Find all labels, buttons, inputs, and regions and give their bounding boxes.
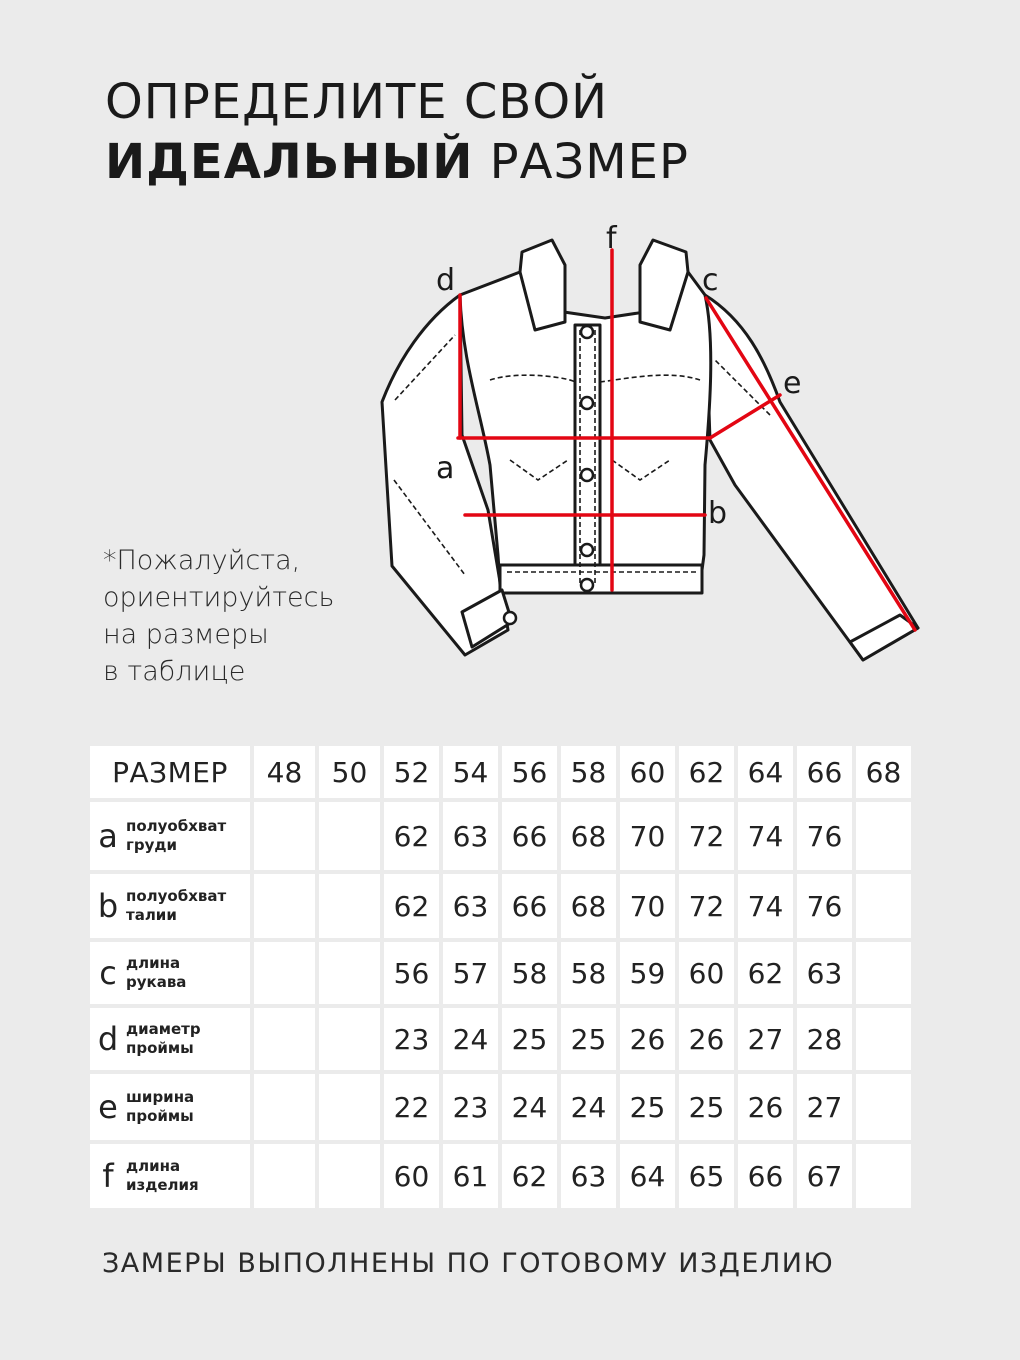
description-line: длина [126,1157,181,1175]
table-cell: 62 [384,874,439,938]
note-line: ориентируйтесь [103,582,335,613]
footer-note: ЗАМЕРЫ ВЫПОЛНЕНЫ ПО ГОТОВОМУ ИЗДЕЛИЮ [102,1248,835,1279]
table-cell: 58 [502,942,557,1004]
table-cell: 63 [797,942,852,1004]
table-cell: 27 [797,1074,852,1140]
table-cell: 24 [443,1008,498,1070]
description-line: изделия [126,1176,199,1194]
table-cell: 60 [679,942,734,1004]
table-cell [319,1008,380,1070]
table-cell: 65 [679,1144,734,1208]
table-cell [856,802,911,870]
table-cell: 58 [561,942,616,1004]
measurement-label-cell [90,802,250,870]
table-cell: 25 [679,1074,734,1140]
description-line: ширина [126,1088,195,1106]
table-cell: 25 [561,1008,616,1070]
table-row [90,874,911,938]
table-cell [319,942,380,1004]
table-cell: 26 [738,1074,793,1140]
table-cell [254,1074,315,1140]
table-cell [254,1144,315,1208]
size-header-row [90,746,911,798]
description-line: длина [126,954,181,972]
table-row [90,802,911,870]
table-cell: 63 [561,1144,616,1208]
table-cell: 56 [384,942,439,1004]
size-header-cell: 58 [561,746,616,798]
table-cell: 23 [384,1008,439,1070]
measurement-letter: f [102,1157,114,1195]
measurement-letter: e [98,1088,118,1126]
table-cell [254,942,315,1004]
table-cell: 68 [561,802,616,870]
table-cell: 61 [443,1144,498,1208]
table-cell: 57 [443,942,498,1004]
size-header-label: РАЗМЕР [90,746,250,798]
measurement-letter: a [98,817,118,855]
table-cell [319,1144,380,1208]
description-line: полуобхват [126,817,227,835]
title-rest-word: РАЗМЕР [489,134,689,190]
table-cell [856,1074,911,1140]
description-line: талии [126,906,177,924]
measurement-label-cell [90,942,250,1004]
size-header-cell: 54 [443,746,498,798]
table-cell: 70 [620,802,675,870]
description-line: груди [126,836,177,854]
measurement-description [126,1020,201,1058]
size-header-cell: 66 [797,746,852,798]
measurement-description [126,817,226,855]
table-cell [856,942,911,1004]
title-line-2 [105,132,689,192]
label-f: f [606,221,617,256]
table-cell: 67 [797,1144,852,1208]
table-cell: 26 [620,1008,675,1070]
table-cell: 63 [443,874,498,938]
waistband [500,565,702,593]
measurement-description [126,887,226,925]
size-header-cell: 56 [502,746,557,798]
table-cell: 25 [620,1074,675,1140]
size-note [103,542,334,690]
table-cell: 23 [443,1074,498,1140]
measurement-letter: b [97,887,119,925]
table-row [90,1074,911,1140]
label-b: b [708,496,728,531]
table-cell: 70 [620,874,675,938]
table-row [90,1008,911,1070]
table-row [90,1144,911,1208]
table-cell: 27 [738,1008,793,1070]
table-cell: 28 [797,1008,852,1070]
note-line: в таблице [103,656,246,687]
table-cell [254,874,315,938]
note-line: на размеры [103,619,269,650]
description-line: полуобхват [126,887,227,905]
table-cell [319,874,380,938]
table-cell [856,874,911,938]
table-cell: 76 [797,802,852,870]
table-cell: 66 [502,874,557,938]
measurement-description [126,1157,199,1195]
table-cell [254,1008,315,1070]
table-cell [856,1144,911,1208]
table-cell: 68 [561,874,616,938]
table-cell: 76 [797,874,852,938]
note-line: *Пожалуйста, [103,545,301,576]
table-cell: 26 [679,1008,734,1070]
measurement-description [126,1088,194,1126]
jacket-outline [382,240,918,660]
table-cell: 62 [738,942,793,1004]
description-line: проймы [126,1107,194,1125]
measurement-label-cell [90,1074,250,1140]
table-cell: 66 [502,802,557,870]
table-cell: 72 [679,874,734,938]
size-header-cell: 62 [679,746,734,798]
table-cell: 24 [502,1074,557,1140]
size-header-cell: 64 [738,746,793,798]
size-header-cell: 68 [856,746,911,798]
table-cell: 22 [384,1074,439,1140]
label-e: e [783,366,802,401]
label-c: c [702,263,719,298]
measurement-letter: c [99,954,117,992]
title-line-1: ОПРЕДЕЛИТЕ СВОЙ [105,74,609,130]
table-cell: 24 [561,1074,616,1140]
size-header-cell: 52 [384,746,439,798]
title-bold-word: ИДЕАЛЬНЫЙ [105,134,474,190]
size-header-cell: 60 [620,746,675,798]
jacket-measurement-diagram [370,210,940,670]
table-cell: 25 [502,1008,557,1070]
table-cell: 64 [620,1144,675,1208]
table-cell [319,802,380,870]
description-line: проймы [126,1039,194,1057]
table-cell: 62 [502,1144,557,1208]
table-cell: 63 [443,802,498,870]
label-d: d [436,263,456,298]
description-line: рукава [126,973,187,991]
size-header-cell: 48 [254,746,315,798]
size-header-cell: 50 [319,746,380,798]
label-a: a [436,451,455,486]
measurement-label-cell [90,874,250,938]
table-cell: 74 [738,802,793,870]
table-cell: 60 [384,1144,439,1208]
table-cell [319,1074,380,1140]
table-cell: 66 [738,1144,793,1208]
table-cell: 62 [384,802,439,870]
table-row [90,942,911,1004]
table-cell [254,802,315,870]
page-title [105,72,689,192]
description-line: диаметр [126,1020,201,1038]
measurement-description [126,954,186,992]
table-cell: 74 [738,874,793,938]
table-cell: 59 [620,942,675,1004]
table-cell: 72 [679,802,734,870]
size-table [86,742,915,1212]
table-cell [856,1008,911,1070]
measurement-letter: d [97,1020,119,1058]
measurement-label-cell [90,1008,250,1070]
measurement-label-cell [90,1144,250,1208]
